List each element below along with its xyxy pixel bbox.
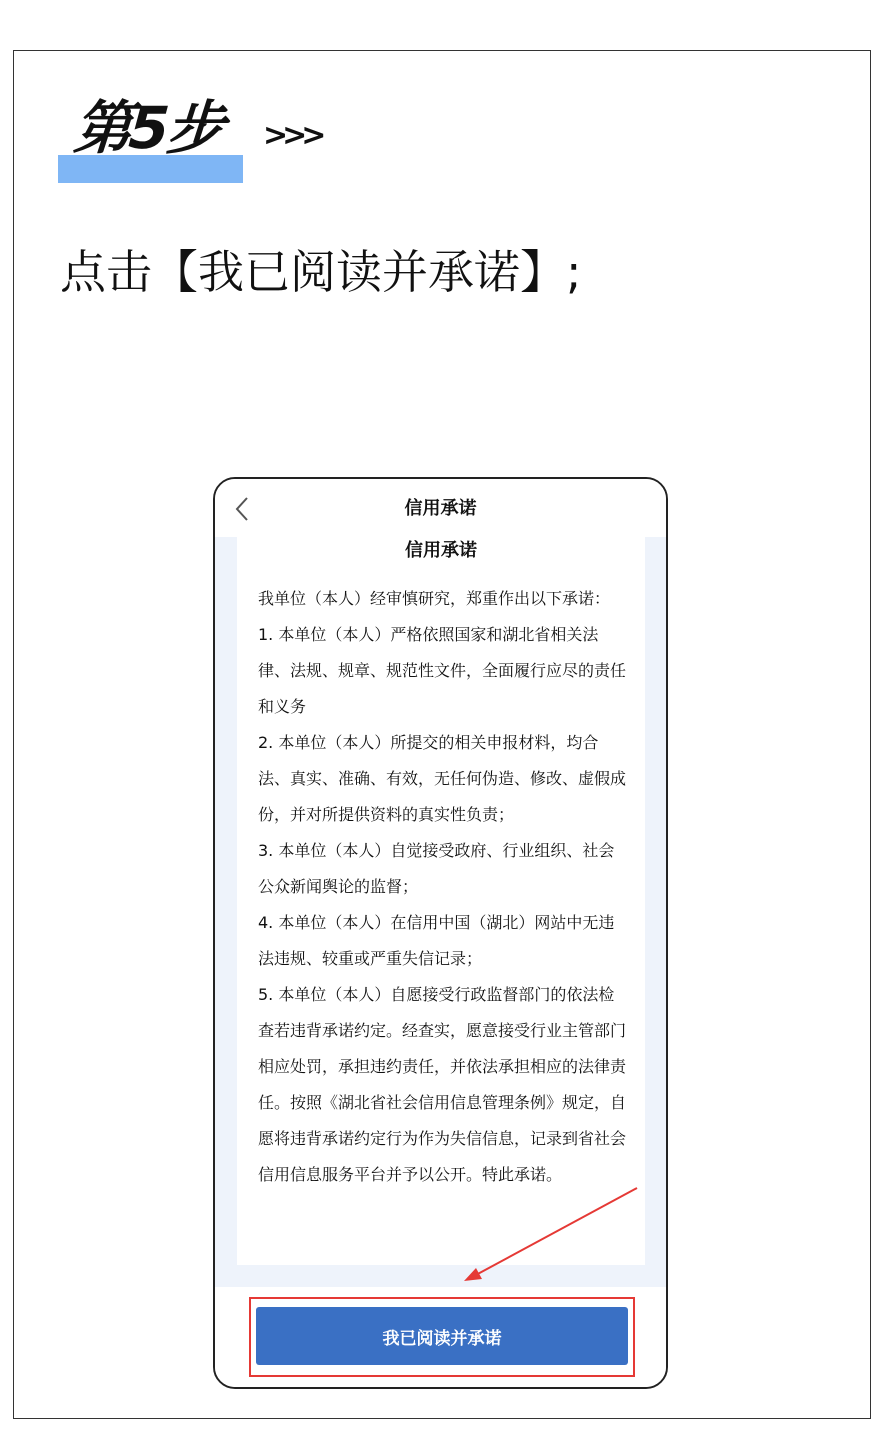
- nav-title: 信用承诺: [404, 498, 477, 519]
- footer: [215, 1287, 666, 1389]
- paragraph: 3. 本单位（本人）自觉接受政府、行业组织、社会公众新闻舆论的监督；: [258, 841, 615, 896]
- paragraph: 2. 本单位（本人）所提交的相关申报材料，均合法、真实、准确、有效，无任何伪造、修改、虚假成份，并对所提供资料的真实性负责；: [258, 733, 627, 824]
- agree-button[interactable]: 我已阅读并承诺: [256, 1307, 628, 1365]
- paragraph: 我单位（本人）经审慎研究，郑重作出以下承诺：: [258, 589, 611, 608]
- step-arrows: >>>: [263, 118, 321, 153]
- paragraph: 1. 本单位（本人）严格依照国家和湖北省相关法律、法规、规章、规范性文件，全面履行应尽的责任和义务: [258, 625, 627, 716]
- content-area: [215, 537, 666, 1287]
- commitment-card: [237, 537, 645, 1265]
- doc-title: 信用承诺: [405, 540, 477, 561]
- step-title: 第5步: [71, 94, 224, 162]
- paragraph: 4. 本单位（本人）在信用中国（湖北）网站中无违法违规、较重或严重失信记录；: [258, 913, 615, 968]
- instruction-text: 点击【我已阅读并承诺】;: [60, 245, 582, 299]
- nav-bar: [215, 479, 666, 537]
- paragraph: 5. 本单位（本人）自愿接受行政监督部门的依法检查若违背承诺约定。经查实，愿意接受行业主管部门相应处罚，承担违约责任，并依法承担相应的法律责任。按照《湖北省社会信用信息管理条例》规定，自愿将违背承诺约定行为作为失信信息，记录到省社会信用信息服务平台并予以公开。特此承诺。: [258, 985, 627, 1184]
- phone-screenshot: [213, 477, 668, 1389]
- step-header: [58, 92, 358, 187]
- doc-text: [258, 581, 630, 1193]
